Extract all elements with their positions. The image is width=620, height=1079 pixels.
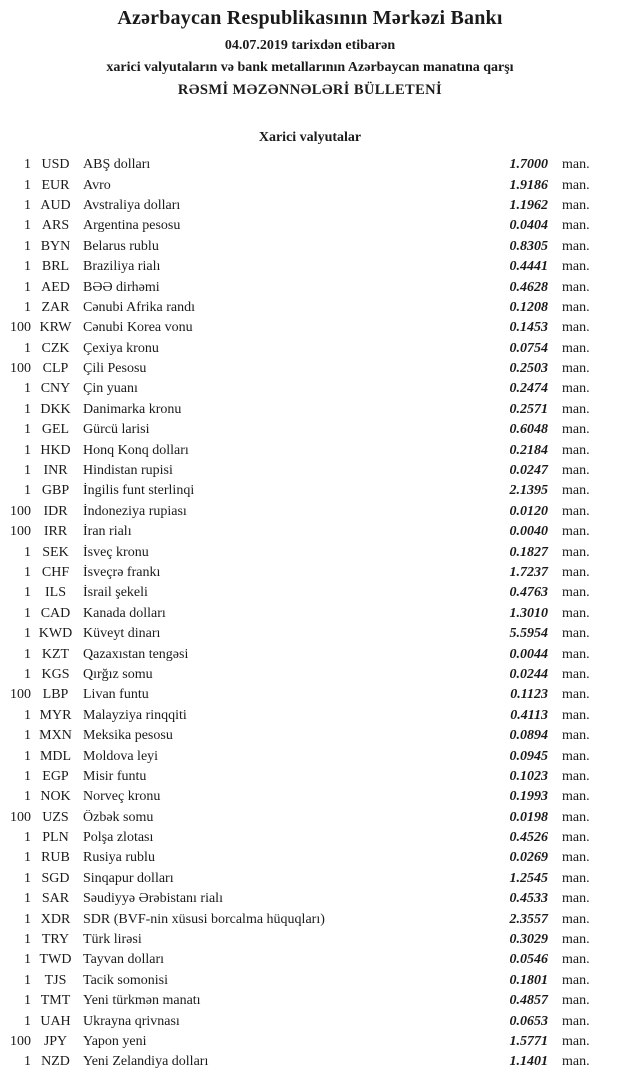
rate-row	[0, 481, 620, 501]
quantity-cell: 1	[24, 626, 31, 642]
rate-value: 0.0546	[509, 952, 548, 968]
rate-row	[0, 848, 620, 868]
unit-label: man.	[562, 789, 590, 805]
unit-label: man.	[562, 463, 590, 479]
rate-value: 1.1962	[509, 197, 548, 213]
rate-row	[0, 930, 620, 950]
rate-value: 0.1801	[509, 972, 548, 988]
currency-name: Qırğız somu	[83, 666, 153, 682]
currency-code: SGD	[41, 870, 70, 886]
currency-code: INR	[43, 463, 68, 479]
currency-code: ARS	[41, 218, 70, 234]
quantity-cell: 1	[24, 850, 31, 866]
unit-label: man.	[562, 1013, 590, 1029]
currency-code: EGP	[42, 768, 69, 784]
bulletin-title: RƏSMİ MƏZƏNNƏLƏRİ BÜLLETENİ	[177, 82, 443, 98]
currency-name: ABŞ dolları	[83, 157, 151, 173]
quantity-cell: 1	[24, 279, 31, 295]
rate-value: 0.8305	[509, 238, 548, 254]
quantity-cell: 1	[24, 238, 31, 254]
currency-name: SDR (BVF-nin xüsusi borcalma hüquqları)	[83, 911, 325, 927]
rate-row	[0, 400, 620, 420]
currency-name: Meksika pesosu	[83, 728, 173, 744]
rate-row	[0, 542, 620, 562]
currency-name: Livan funtu	[83, 687, 149, 703]
currency-name: İsveç kronu	[83, 544, 149, 560]
quantity-cell: 1	[24, 972, 31, 988]
rate-row	[0, 237, 620, 257]
unit-label: man.	[562, 687, 590, 703]
currency-name: Avro	[83, 177, 111, 193]
quantity-cell: 1	[24, 157, 31, 173]
currency-code: ZAR	[41, 299, 70, 315]
quantity-cell: 1	[24, 605, 31, 621]
currency-name: Ukrayna qrivnası	[83, 1013, 180, 1029]
unit-label: man.	[562, 299, 590, 315]
unit-label: man.	[562, 768, 590, 784]
currency-name: Kanada dolları	[83, 605, 166, 621]
currency-name: Malayziya rinqqiti	[83, 707, 187, 723]
quantity-cell: 1	[24, 891, 31, 907]
quantity-cell: 1	[24, 952, 31, 968]
currency-name: Səudiyyə Ərəbistanı rialı	[83, 891, 223, 907]
quantity-cell: 100	[10, 524, 31, 540]
rate-value: 0.4526	[509, 830, 548, 846]
quantity-cell: 1	[24, 177, 31, 193]
rate-value: 1.5771	[509, 1033, 548, 1049]
rate-value: 1.9186	[509, 177, 548, 193]
currency-code: TRY	[41, 932, 70, 948]
unit-label: man.	[562, 320, 590, 336]
rate-row	[0, 665, 620, 685]
unit-label: man.	[562, 911, 590, 927]
unit-label: man.	[562, 809, 590, 825]
rate-value: 0.4628	[509, 279, 548, 295]
unit-label: man.	[562, 483, 590, 499]
rate-value: 0.0894	[509, 728, 548, 744]
rate-row	[0, 175, 620, 195]
currency-name: Tayvan dolları	[83, 952, 165, 968]
currency-name: Küveyt dinarı	[83, 626, 161, 642]
currency-name: İngilis funt sterlinqi	[83, 483, 195, 499]
currency-code: IDR	[43, 503, 68, 519]
quantity-cell: 1	[24, 707, 31, 723]
rate-row	[0, 461, 620, 481]
currency-name: Braziliya rialı	[83, 259, 161, 275]
rate-row	[0, 1032, 620, 1052]
unit-label: man.	[562, 891, 590, 907]
quantity-cell: 1	[24, 1054, 31, 1070]
quantity-cell: 1	[24, 259, 31, 275]
unit-label: man.	[562, 972, 590, 988]
currency-code: CHF	[41, 565, 70, 580]
currency-code: KWD	[38, 626, 73, 642]
currency-code: AUD	[40, 197, 71, 213]
rate-row	[0, 644, 620, 664]
unit-label: man.	[562, 524, 590, 540]
unit-label: man.	[562, 932, 590, 948]
rate-value: 0.0269	[509, 850, 548, 866]
rate-row	[0, 604, 620, 624]
rate-row	[0, 216, 620, 236]
unit-label: man.	[562, 870, 590, 886]
rate-row	[0, 726, 620, 746]
unit-label: man.	[562, 197, 590, 213]
currency-code: JPY	[43, 1033, 68, 1049]
currency-name: Türk lirəsi	[83, 932, 142, 948]
unit-label: man.	[562, 585, 590, 601]
rate-row	[0, 420, 620, 440]
currency-code: LBP	[42, 687, 69, 703]
unit-label: man.	[562, 442, 590, 458]
currency-name: Özbək somu	[83, 809, 154, 825]
currency-code: MYR	[39, 707, 72, 723]
quantity-cell: 100	[10, 361, 31, 377]
quantity-cell: 1	[24, 218, 31, 234]
quantity-cell: 1	[24, 299, 31, 315]
currency-code: KRW	[39, 320, 72, 336]
currency-name: BƏƏ dirhəmi	[83, 279, 160, 295]
quantity-cell: 1	[24, 442, 31, 458]
rate-value: 1.7000	[509, 157, 548, 173]
currency-code: AED	[41, 279, 70, 295]
currency-code: NOK	[40, 789, 71, 805]
rate-row	[0, 950, 620, 970]
quantity-cell: 1	[24, 463, 31, 479]
currency-code: CAD	[40, 605, 71, 621]
rate-value: 0.0198	[509, 809, 548, 825]
rate-row	[0, 971, 620, 991]
rate-row	[0, 889, 620, 909]
rate-value: 0.2571	[509, 401, 548, 417]
rate-value: 0.0040	[509, 524, 548, 540]
currency-name: Polşa zlotası	[83, 830, 154, 846]
quantity-cell: 1	[24, 789, 31, 805]
quantity-cell: 1	[24, 666, 31, 682]
unit-label: man.	[562, 177, 590, 193]
currency-code: CLP	[42, 361, 69, 377]
quantity-cell: 1	[24, 748, 31, 764]
unit-label: man.	[562, 422, 590, 438]
unit-label: man.	[562, 728, 590, 744]
rate-value: 0.0404	[509, 218, 548, 234]
rate-row	[0, 767, 620, 787]
currency-code: KZT	[41, 646, 70, 662]
currency-name: Çin yuanı	[83, 381, 138, 397]
quantity-cell: 1	[24, 544, 31, 560]
currency-code: TJS	[44, 972, 67, 988]
currency-name: Yeni Zelandiya dolları	[83, 1054, 209, 1070]
rate-value: 1.7237	[509, 565, 548, 580]
currency-code: XDR	[40, 911, 71, 927]
unit-label: man.	[562, 748, 590, 764]
currency-name: Misir funtu	[83, 768, 147, 784]
quantity-cell: 1	[24, 483, 31, 499]
currency-name: Sinqapur dolları	[83, 870, 174, 886]
unit-label: man.	[562, 238, 590, 254]
currency-code: PLN	[42, 830, 69, 846]
page-title: Azərbaycan Respublikasının Mərkəzi Bankı	[117, 7, 503, 29]
rate-row	[0, 502, 620, 522]
unit-label: man.	[562, 646, 590, 662]
currency-name: İsrail şekeli	[83, 585, 148, 601]
unit-label: man.	[562, 1033, 590, 1049]
rate-value: 0.1023	[509, 768, 548, 784]
rate-row	[0, 196, 620, 216]
unit-label: man.	[562, 993, 590, 1009]
rate-value: 0.4441	[509, 259, 548, 275]
rate-value: 0.4113	[510, 707, 548, 723]
rate-value: 0.2474	[509, 381, 548, 397]
rate-row	[0, 277, 620, 297]
unit-label: man.	[562, 544, 590, 560]
currency-code: UAH	[40, 1013, 71, 1029]
rate-row	[0, 869, 620, 889]
quantity-cell: 1	[24, 565, 31, 580]
currency-name: İran rialı	[83, 524, 132, 540]
quantity-cell: 1	[24, 646, 31, 662]
rate-row	[0, 379, 620, 399]
unit-label: man.	[562, 830, 590, 846]
currency-code: CZK	[41, 340, 70, 356]
unit-label: man.	[562, 503, 590, 519]
rate-value: 0.0247	[509, 463, 548, 479]
rate-value: 0.1993	[509, 789, 548, 805]
currency-name: Argentina pesosu	[83, 218, 181, 234]
rate-value: 0.4763	[509, 585, 548, 601]
rate-value: 5.5954	[509, 626, 548, 642]
currency-code: EUR	[41, 177, 70, 193]
rate-row	[0, 828, 620, 848]
rate-row	[0, 155, 620, 175]
rate-value: 1.2545	[509, 870, 548, 886]
unit-label: man.	[562, 279, 590, 295]
quantity-cell: 1	[24, 911, 31, 927]
unit-label: man.	[562, 361, 590, 377]
rate-value: 2.1395	[509, 483, 548, 499]
quantity-cell: 1	[24, 585, 31, 601]
unit-label: man.	[562, 850, 590, 866]
currency-code: GBP	[41, 483, 70, 499]
currency-name: Çili Pesosu	[83, 361, 147, 377]
rate-value: 0.1208	[509, 299, 548, 315]
currency-name: Avstraliya dolları	[83, 197, 181, 213]
unit-label: man.	[562, 1054, 590, 1070]
currency-name: Honq Konq dolları	[83, 442, 189, 458]
rate-row	[0, 808, 620, 828]
quantity-cell: 1	[24, 340, 31, 356]
rate-row	[0, 909, 620, 929]
rate-row	[0, 1011, 620, 1031]
unit-label: man.	[562, 605, 590, 621]
currency-name: Yapon yeni	[83, 1033, 147, 1049]
currency-code: BRL	[41, 259, 70, 275]
unit-label: man.	[562, 259, 590, 275]
unit-label: man.	[562, 340, 590, 356]
quantity-cell: 1	[24, 768, 31, 784]
currency-code: BYN	[40, 238, 71, 254]
currency-name: Norveç kronu	[83, 789, 161, 805]
rate-row	[0, 583, 620, 603]
currency-code: DKK	[40, 401, 71, 417]
quantity-cell: 100	[10, 687, 31, 703]
currency-code: ILS	[45, 585, 66, 601]
unit-label: man.	[562, 707, 590, 723]
rate-value: 0.4533	[509, 891, 548, 907]
rate-row	[0, 706, 620, 726]
rate-value: 0.1827	[509, 544, 548, 560]
currency-name: Moldova leyi	[83, 748, 159, 764]
currency-code: MXN	[39, 728, 72, 744]
quantity-cell: 100	[10, 503, 31, 519]
currency-code: SAR	[41, 891, 70, 907]
quantity-cell: 1	[24, 1013, 31, 1029]
rate-value: 0.2503	[509, 361, 548, 377]
currency-name: Qazaxıstan tengəsi	[83, 646, 189, 662]
quantity-cell: 100	[10, 809, 31, 825]
unit-label: man.	[562, 952, 590, 968]
currency-code: GEL	[41, 422, 70, 438]
quantity-cell: 100	[10, 1033, 31, 1049]
rate-value: 2.3557	[509, 911, 548, 927]
rate-value: 0.3029	[509, 932, 548, 948]
rate-row	[0, 624, 620, 644]
rate-row	[0, 746, 620, 766]
currency-code: HKD	[40, 442, 71, 458]
currency-code: KGS	[41, 666, 70, 682]
currency-code: MDL	[39, 748, 72, 764]
unit-label: man.	[562, 401, 590, 417]
unit-label: man.	[562, 626, 590, 642]
currency-name: Hindistan rupisi	[83, 463, 173, 479]
currency-code: USD	[41, 157, 70, 173]
rate-value: 0.2184	[509, 442, 548, 458]
unit-label: man.	[562, 157, 590, 173]
rate-row	[0, 787, 620, 807]
rate-row	[0, 298, 620, 318]
currency-name: Çexiya kronu	[83, 340, 159, 356]
currency-code: RUB	[41, 850, 70, 866]
rate-row	[0, 522, 620, 542]
rate-value: 0.4857	[509, 993, 548, 1009]
quantity-cell: 1	[24, 932, 31, 948]
currency-code: IRR	[43, 524, 68, 540]
currency-name: Danimarka kronu	[83, 401, 182, 417]
rate-value: 0.1123	[510, 687, 548, 703]
currency-name: Tacik somonisi	[83, 972, 168, 988]
quantity-cell: 1	[24, 422, 31, 438]
rate-value: 0.1453	[509, 320, 548, 336]
currency-name: Yeni türkmən manatı	[83, 993, 201, 1009]
currency-code: SEK	[42, 544, 69, 560]
currency-name: Belarus rublu	[83, 238, 159, 254]
rate-row	[0, 1052, 620, 1072]
unit-label: man.	[562, 218, 590, 234]
rate-value: 0.0945	[509, 748, 548, 764]
quantity-cell: 1	[24, 830, 31, 846]
rate-value: 1.1401	[509, 1054, 548, 1070]
currency-name: Rusiya rublu	[83, 850, 155, 866]
rate-row	[0, 991, 620, 1011]
rate-row	[0, 257, 620, 277]
rate-value: 0.0120	[509, 503, 548, 519]
bulletin-subtitle: xarici valyutaların və bank metallarının Azərbaycan manatına qarşı	[106, 60, 514, 75]
rates-table	[0, 155, 620, 1073]
rate-row	[0, 440, 620, 460]
currency-code: NZD	[41, 1054, 70, 1070]
rate-row	[0, 318, 620, 338]
effective-date-line: 04.07.2019 tarixdən etibarən	[224, 38, 396, 53]
unit-label: man.	[562, 565, 590, 580]
quantity-cell: 100	[10, 320, 31, 336]
currency-name: İndoneziya rupiası	[83, 503, 187, 519]
rate-row	[0, 685, 620, 705]
rate-value: 0.0044	[509, 646, 548, 662]
currency-code: UZS	[42, 809, 69, 825]
rate-row	[0, 359, 620, 379]
rate-value: 0.0244	[509, 666, 548, 682]
currency-name: Cənubi Korea vonu	[83, 320, 193, 336]
rate-value: 0.0754	[509, 340, 548, 356]
rate-value: 0.6048	[509, 422, 548, 438]
quantity-cell: 1	[24, 993, 31, 1009]
unit-label: man.	[562, 666, 590, 682]
currency-name: Gürcü larisi	[83, 422, 150, 438]
quantity-cell: 1	[24, 197, 31, 213]
rate-row	[0, 563, 620, 583]
rate-row	[0, 339, 620, 359]
currency-code: TWD	[39, 952, 72, 968]
unit-label: man.	[562, 381, 590, 397]
quantity-cell: 1	[24, 728, 31, 744]
currency-code: CNY	[40, 381, 71, 397]
rate-value: 1.3010	[509, 605, 548, 621]
quantity-cell: 1	[24, 401, 31, 417]
currency-name: İsveçrə frankı	[83, 565, 161, 580]
currency-code: TMT	[40, 993, 71, 1009]
quantity-cell: 1	[24, 870, 31, 886]
rate-value: 0.0653	[509, 1013, 548, 1029]
section-title-foreign-currencies: Xarici valyutalar	[258, 130, 362, 145]
currency-name: Cənubi Afrika randı	[83, 299, 195, 315]
quantity-cell: 1	[24, 381, 31, 397]
